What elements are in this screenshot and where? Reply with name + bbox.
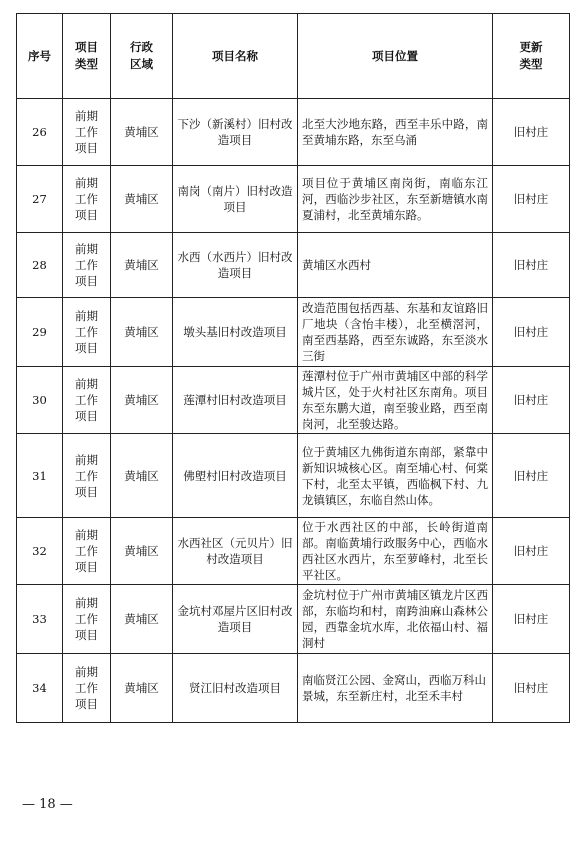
header-type: 项目类型 [63,14,111,99]
cell-type: 前期工作项目 [63,166,111,233]
project-table [16,13,570,723]
cell-no: 27 [17,166,63,233]
cell-type: 前期工作项目 [63,585,111,654]
cell-update: 旧村庄 [493,99,570,166]
cell-type: 前期工作项目 [63,434,111,518]
cell-district: 黄埔区 [111,367,173,434]
table-row [17,166,570,233]
table-row [17,654,570,723]
cell-district: 黄埔区 [111,99,173,166]
cell-location: 金坑村位于广州市黄埔区镇龙片区西部，东临均和村，南跨油麻山森林公园，西靠金坑水库，北依福山村、福洞村 [298,585,493,654]
cell-type: 前期工作项目 [63,298,111,367]
page-number: — 18 — [22,797,73,812]
table-row [17,99,570,166]
table-row [17,367,570,434]
cell-no: 33 [17,585,63,654]
cell-name: 佛塱村旧村改造项目 [173,434,298,518]
cell-name: 南岗（南片）旧村改造项目 [173,166,298,233]
cell-update: 旧村庄 [493,367,570,434]
cell-location: 黄埔区水西村 [298,233,493,298]
cell-type: 前期工作项目 [63,518,111,585]
cell-district: 黄埔区 [111,298,173,367]
cell-no: 34 [17,654,63,723]
table-row [17,585,570,654]
cell-name: 墩头基旧村改造项目 [173,298,298,367]
cell-no: 32 [17,518,63,585]
cell-name: 贤江旧村改造项目 [173,654,298,723]
cell-no: 30 [17,367,63,434]
cell-location: 北至大沙地东路，西至丰乐中路，南至黄埔东路，东至乌涌 [298,99,493,166]
cell-location: 南临贤江公园、金窝山，西临万科山景城，东至新庄村，北至禾丰村 [298,654,493,723]
header-no: 序号 [17,14,63,99]
cell-type: 前期工作项目 [63,99,111,166]
table-row [17,434,570,518]
cell-type: 前期工作项目 [63,654,111,723]
cell-update: 旧村庄 [493,434,570,518]
cell-no: 26 [17,99,63,166]
cell-update: 旧村庄 [493,166,570,233]
cell-district: 黄埔区 [111,434,173,518]
table-row [17,298,570,367]
cell-name: 水西社区（元贝片）旧村改造项目 [173,518,298,585]
cell-no: 28 [17,233,63,298]
cell-type: 前期工作项目 [63,367,111,434]
cell-update: 旧村庄 [493,654,570,723]
header-name: 项目名称 [173,14,298,99]
cell-district: 黄埔区 [111,654,173,723]
cell-update: 旧村庄 [493,518,570,585]
cell-name: 金坑村邓屋片区旧村改造项目 [173,585,298,654]
cell-location: 项目位于黄埔区南岗街，南临东江河，西临沙步社区，东至新塘镇水南夏浦村，北至黄埔东路。 [298,166,493,233]
cell-district: 黄埔区 [111,166,173,233]
cell-no: 29 [17,298,63,367]
cell-location: 改造范围包括西基、东基和友谊路旧厂地块（含怡丰楼），北至横滘河，南至西基路，西至东诚路，东至淡水三街 [298,298,493,367]
cell-update: 旧村庄 [493,233,570,298]
table-row [17,233,570,298]
header-district: 行政区域 [111,14,173,99]
table-row [17,518,570,585]
cell-district: 黄埔区 [111,518,173,585]
cell-district: 黄埔区 [111,233,173,298]
cell-district: 黄埔区 [111,585,173,654]
header-update: 更新类型 [493,14,570,99]
cell-name: 下沙（新溪村）旧村改造项目 [173,99,298,166]
cell-update: 旧村庄 [493,298,570,367]
header-location: 项目位置 [298,14,493,99]
cell-location: 莲潭村位于广州市黄埔区中部的科学城片区，处于火村社区东南角。项目东至东鹏大道，南至骏业路，西至南岗河，北至骏达路。 [298,367,493,434]
cell-name: 水西（水西片）旧村改造项目 [173,233,298,298]
header-row [17,14,570,99]
cell-no: 31 [17,434,63,518]
cell-type: 前期工作项目 [63,233,111,298]
cell-location: 位于黄埔区九佛街道东南部，紧靠中新知识城核心区。南至埔心村、何棠下村，北至太平镇，西临枫下村、九龙镇镇区，东临自然山体。 [298,434,493,518]
cell-update: 旧村庄 [493,585,570,654]
cell-name: 莲潭村旧村改造项目 [173,367,298,434]
cell-location: 位于水西社区的中部，长岭街道南部。南临黄埔行政服务中心，西临水西社区水西片，东至萝峰村，北至长平社区。 [298,518,493,585]
